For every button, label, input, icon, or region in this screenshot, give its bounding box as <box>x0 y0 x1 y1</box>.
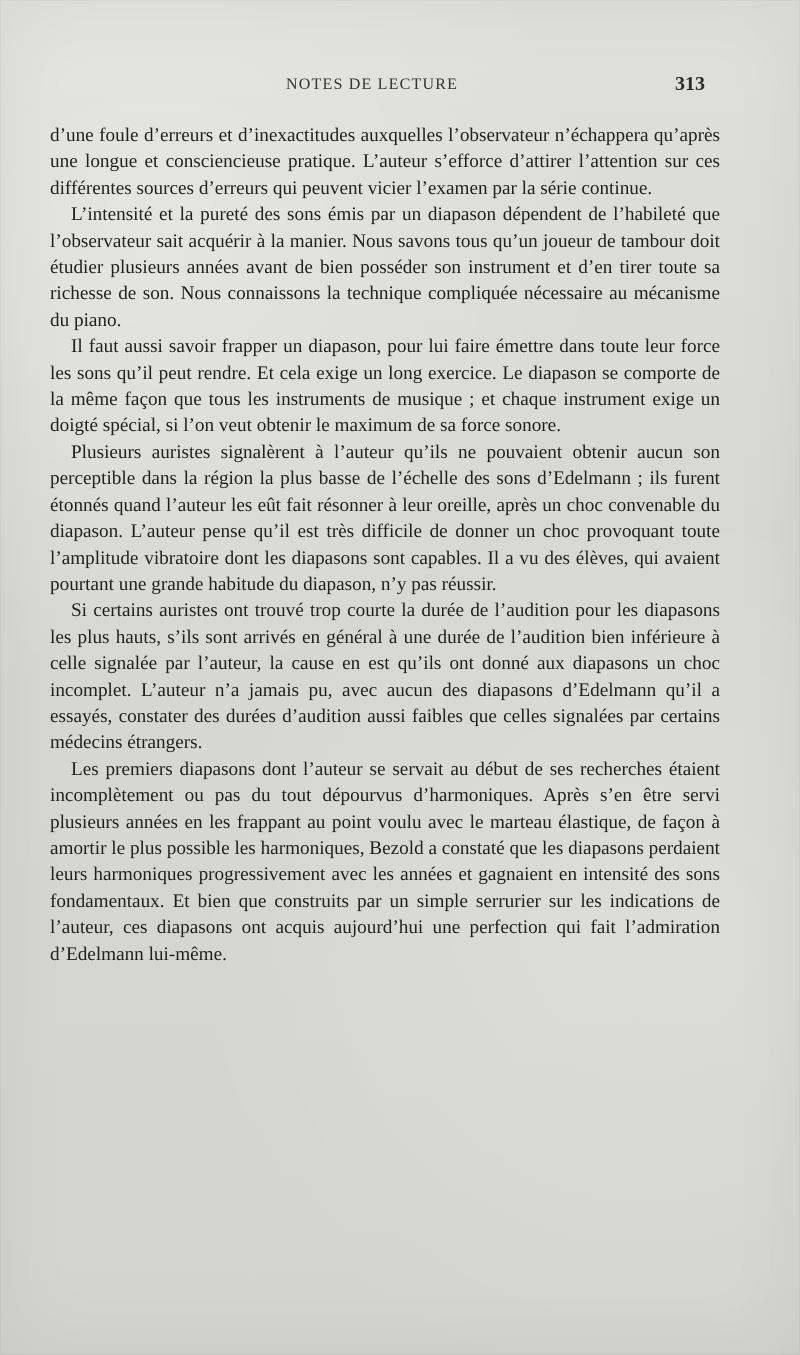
page-header <box>50 75 705 103</box>
body-text <box>50 123 720 968</box>
paragraph-2: L’intensité et la pureté des sons émis par un diapason dépendent de l’habileté que l’observateur sait acquérir à la manier. Nous savons tous qu’un joueur de tambour doit étudier plusieurs années avant de bien posséder son instrument et d’en tirer toute sa richesse de son. Nous connaissons la technique compliquée nécessaire au mécanisme du piano. <box>50 204 720 331</box>
paragraph-4: Plusieurs auristes signalèrent à l’auteur qu’ils ne pouvaient obtenir aucun son perceptible dans la région la plus basse de l’échelle des sons d’Edelmann ; ils furent étonnés quand l’auteur les eût fait résonner à leur oreille, après un choc convenable du diapason. L’auteur pense qu’il est très difficile de donner un choc provoquant toute l’amplitude vibratoire dont les diapasons sont capables. Il a vu des élèves, qui avaient pourtant une grande habitude du diapason, n’y pas réussir. <box>50 441 720 595</box>
paragraph-3: Il faut aussi savoir frapper un diapason, pour lui faire émettre dans toute leur force les sons qu’il peut rendre. Et cela exige un long exercice. Le diapason se comporte de la même façon que tous les instruments de musique ; et chaque instrument exige un doigté spécial, si l’on veut obtenir le maximum de sa force sonore. <box>50 336 720 437</box>
paragraph-1: d’une foule d’erreurs et d’inexactitudes auxquelles l’observateur n’échappera qu’après une longue et consciencieuse pratique. L’auteur s’efforce d’attirer l’attention sur ces différentes sources d’erreurs qui peuvent vicier l’examen par la série continue. <box>50 125 720 199</box>
paragraph-6: Les premiers diapasons dont l’auteur se servait au début de ses recherches étaient incomplètement ou pas du tout dépourvus d’harmoniques. Après s’en être servi plusieurs années en les frappant au point voulu avec le marteau élastique, de façon à amortir le plus possible les harmoniques, Bezold a constaté que les diapasons perdaient leurs harmoniques progressivement avec les années et gagnaient en intensité des sons fondamentaux. Et bien que construits par un simple serrurier sur les indications de l’auteur, ces diapasons ont acquis aujourd’hui une perfection qui fait l’admiration d’Edelmann lui-même. <box>50 758 720 965</box>
running-head: NOTES DE LECTURE <box>286 76 459 93</box>
page-number: 313 <box>675 73 705 95</box>
paragraph-5: Si certains auristes ont trouvé trop courte la durée de l’audition pour les diapasons les plus hauts, s’ils sont arrivés en général à une durée de l’audition bien inférieure à celle signalée par l’auteur, la cause en est qu’ils ont donné aux diapasons un choc incomplet. L’auteur n’a jamais pu, avec aucun des diapasons d’Edelmann qu’il a essayés, constater des durées d’audition aussi faibles que celles signalées par certains médecins étrangers. <box>50 600 720 754</box>
